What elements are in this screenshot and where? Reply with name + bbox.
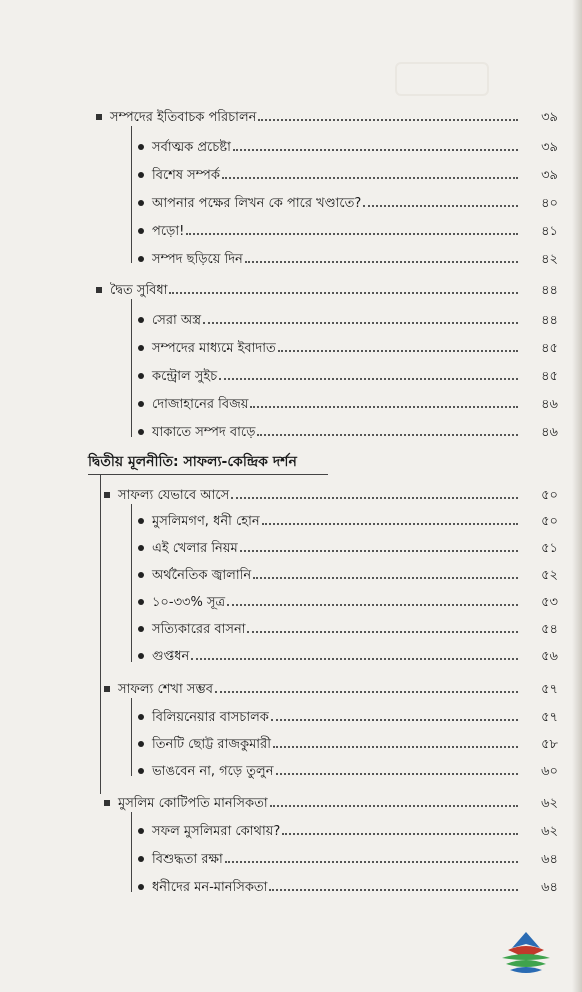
toc-entry-sub[interactable] xyxy=(138,387,558,413)
dot-leader xyxy=(219,378,518,380)
dot-leader xyxy=(247,631,518,633)
square-bullet-icon xyxy=(96,114,102,120)
dot-bullet-icon xyxy=(138,429,144,435)
toc-entry-sub[interactable] xyxy=(138,303,558,329)
toc-page-number: ৪৪ xyxy=(541,313,558,328)
toc-entry-title: সম্পদ ছড়িয়ে দিন xyxy=(152,252,243,267)
toc-entry-title: ভাঙবেন না, গড়ে তুলুন xyxy=(152,764,274,779)
dot-bullet-icon xyxy=(138,884,144,890)
dot-leader xyxy=(363,205,518,207)
page-spine-shadow xyxy=(572,0,582,992)
toc-page-number: ৫০ xyxy=(541,514,558,529)
toc-page-number: ৫১ xyxy=(541,541,558,556)
dot-leader xyxy=(233,149,518,151)
dot-leader xyxy=(191,658,518,660)
toc-entry-sub[interactable] xyxy=(138,612,558,638)
dot-leader xyxy=(271,719,518,721)
toc-entry-main[interactable] xyxy=(96,100,558,126)
toc-entry-sub[interactable] xyxy=(138,814,558,840)
dot-bullet-icon xyxy=(138,317,144,323)
dot-bullet-icon xyxy=(138,200,144,206)
toc-entry-title: গুপ্তধন xyxy=(152,649,190,664)
dot-bullet-icon xyxy=(138,626,144,632)
tree-line xyxy=(131,698,132,776)
toc-entry-sub[interactable] xyxy=(138,130,558,156)
dot-bullet-icon xyxy=(138,572,144,578)
dot-leader xyxy=(203,322,518,324)
dot-leader xyxy=(258,119,518,121)
toc-entry-title: সত্যিকারের বাসনা xyxy=(152,622,246,637)
toc-page-number: ৪১ xyxy=(541,224,558,239)
toc-entry-sub[interactable] xyxy=(138,870,558,896)
dot-bullet-icon xyxy=(138,741,144,747)
toc-page-number: ৫৮ xyxy=(541,737,558,752)
toc-page-number: ৩৯ xyxy=(541,168,558,183)
toc-page-number: ৫৭ xyxy=(541,710,558,725)
dot-leader xyxy=(225,861,518,863)
toc-entry-sub[interactable] xyxy=(138,639,558,665)
toc-page-number: ৫৩ xyxy=(541,595,558,610)
toc-page-number: ৪৫ xyxy=(541,341,558,356)
toc-page-number: ৫৬ xyxy=(541,649,558,664)
dot-bullet-icon xyxy=(138,714,144,720)
dot-leader xyxy=(169,292,518,294)
bleed-through-mark xyxy=(395,62,489,96)
toc-entry-title: মুসলিম কোটিপতি মানসিকতা xyxy=(118,796,268,811)
toc-entry-title: বিশুদ্ধতা রক্ষা xyxy=(152,852,223,867)
toc-entry-title: তিনটি ছোট্ট রাজকুমারী xyxy=(152,737,271,752)
square-bullet-icon xyxy=(104,800,110,806)
toc-entry-sub[interactable] xyxy=(138,242,558,268)
toc-entry-sub[interactable] xyxy=(138,331,558,357)
tree-line xyxy=(131,126,132,263)
toc-entry-sub[interactable] xyxy=(138,531,558,557)
toc-page-number: ৬০ xyxy=(541,764,558,779)
toc-page-number: ৬২ xyxy=(541,796,558,811)
toc-page-number: ৩৯ xyxy=(541,110,558,125)
dot-leader xyxy=(250,406,518,408)
square-bullet-icon xyxy=(104,492,110,498)
toc-entry-title: পড়ো! xyxy=(152,224,185,239)
square-bullet-icon xyxy=(104,686,110,692)
toc-page-number: ৪৪ xyxy=(541,283,558,298)
toc-entry-sub[interactable] xyxy=(138,727,558,753)
toc-entry-title: ধনীদের মন-মানসিকতা xyxy=(152,880,268,895)
dot-leader xyxy=(231,497,518,499)
section-heading[interactable]: দ্বিতীয় মূলনীতি: সাফল্য-কেন্দ্রিক দর্শন xyxy=(88,454,297,470)
toc-entry-sub[interactable] xyxy=(138,186,558,212)
toc-page-number: ৫০ xyxy=(541,488,558,503)
toc-entry-title: সম্পদের ইতিবাচক পরিচালন xyxy=(110,110,257,125)
dot-bullet-icon xyxy=(138,599,144,605)
toc-entry-title: আপনার পক্ষের লিখন কে পারে খণ্ডাতে? xyxy=(152,196,362,211)
dot-leader xyxy=(262,523,518,525)
dot-bullet-icon xyxy=(138,768,144,774)
dot-leader xyxy=(227,604,518,606)
toc-page-number: ৪২ xyxy=(541,252,558,267)
toc-entry-sub[interactable] xyxy=(138,842,558,868)
toc-entry-title: ১০-৩৩% সূত্র xyxy=(152,595,226,610)
dot-bullet-icon xyxy=(138,545,144,551)
toc-entry-title: দোজাহানের বিজয় xyxy=(152,397,249,412)
dot-bullet-icon xyxy=(138,144,144,150)
toc-page-number: ৪৫ xyxy=(541,369,558,384)
toc-entry-sub[interactable] xyxy=(138,700,558,726)
toc-page-number: ৫২ xyxy=(541,568,558,583)
dot-bullet-icon xyxy=(138,518,144,524)
dot-leader xyxy=(253,577,518,579)
tree-line xyxy=(131,812,132,892)
dot-leader xyxy=(269,889,518,891)
dot-leader xyxy=(282,833,518,835)
dot-leader xyxy=(257,434,518,436)
toc-entry-main[interactable] xyxy=(104,786,558,812)
toc-page-number: ৪৬ xyxy=(541,425,558,440)
tree-line xyxy=(131,299,132,437)
toc-entry-sub[interactable] xyxy=(138,585,558,611)
toc-entry-sub[interactable] xyxy=(138,558,558,584)
toc-entry-title: সম্পদের মাধ্যমে ইবাদাত xyxy=(152,341,276,356)
toc-entry-title: বিশেষ সম্পর্ক xyxy=(152,168,220,183)
dot-bullet-icon xyxy=(138,228,144,234)
toc-page-number: ৬৪ xyxy=(541,880,558,895)
toc-page-number: ৫৭ xyxy=(541,682,558,697)
toc-entry-sub[interactable] xyxy=(138,158,558,184)
toc-page-number: ৪০ xyxy=(541,196,558,211)
toc-entry-sub[interactable] xyxy=(138,415,558,441)
dot-leader xyxy=(186,233,518,235)
publisher-logo-icon xyxy=(496,928,556,980)
dot-leader xyxy=(240,550,518,552)
dot-bullet-icon xyxy=(138,373,144,379)
dot-bullet-icon xyxy=(138,256,144,262)
toc-entry-title: দ্বৈত সুবিধা xyxy=(110,283,168,298)
toc-entry-main[interactable] xyxy=(96,273,558,299)
dot-leader xyxy=(245,261,518,263)
toc-entry-title: সর্বাত্মক প্রচেষ্টা xyxy=(152,140,231,155)
dot-bullet-icon xyxy=(138,653,144,659)
toc-entry-title: মুসলিমগণ, ধনী হোন xyxy=(152,514,260,529)
dot-bullet-icon xyxy=(138,345,144,351)
toc-entry-title: বিলিয়নেয়ার বাসচালক xyxy=(152,710,269,725)
dot-leader xyxy=(276,773,519,775)
dot-leader xyxy=(273,746,518,748)
toc-entry-title: সফল মুসলিমরা কোথায়? xyxy=(152,824,281,839)
dot-bullet-icon xyxy=(138,828,144,834)
toc-entry-sub[interactable] xyxy=(138,214,558,240)
section-underline xyxy=(88,474,328,475)
dot-leader xyxy=(222,177,518,179)
toc-page-number: ৪৬ xyxy=(541,397,558,412)
dot-leader xyxy=(278,350,518,352)
toc-page-number: ৩৯ xyxy=(541,140,558,155)
toc-entry-title: সাফল্য যেভাবে আসে xyxy=(118,488,230,503)
section-tree-line xyxy=(100,474,101,794)
square-bullet-icon xyxy=(96,287,102,293)
toc-entry-title: অর্থনৈতিক জ্বালানি xyxy=(152,568,252,583)
dot-bullet-icon xyxy=(138,401,144,407)
toc-entry-title: সাফল্য শেখা সম্ভব xyxy=(118,682,213,697)
toc-page-number: ৬৪ xyxy=(541,852,558,867)
toc-entry-title: যাকাতে সম্পদ বাড়ে xyxy=(152,425,256,440)
toc-entry-title: কন্ট্রোল সুইচ xyxy=(152,369,218,384)
toc-entry-title: এই খেলার নিয়ম xyxy=(152,541,238,556)
dot-leader xyxy=(215,691,518,693)
toc-entry-sub[interactable] xyxy=(138,754,558,780)
toc-page-number: ৫৪ xyxy=(541,622,558,637)
dot-bullet-icon xyxy=(138,856,144,862)
dot-leader xyxy=(270,805,518,807)
dot-bullet-icon xyxy=(138,172,144,178)
toc-entry-main[interactable] xyxy=(104,672,558,698)
toc-entry-sub[interactable] xyxy=(138,359,558,385)
toc-page-number: ৬২ xyxy=(541,824,558,839)
toc-entry-sub[interactable] xyxy=(138,504,558,530)
toc-entry-title: সেরা অস্ত্র xyxy=(152,313,202,328)
toc-entry-main[interactable] xyxy=(104,478,558,504)
tree-line xyxy=(131,504,132,662)
